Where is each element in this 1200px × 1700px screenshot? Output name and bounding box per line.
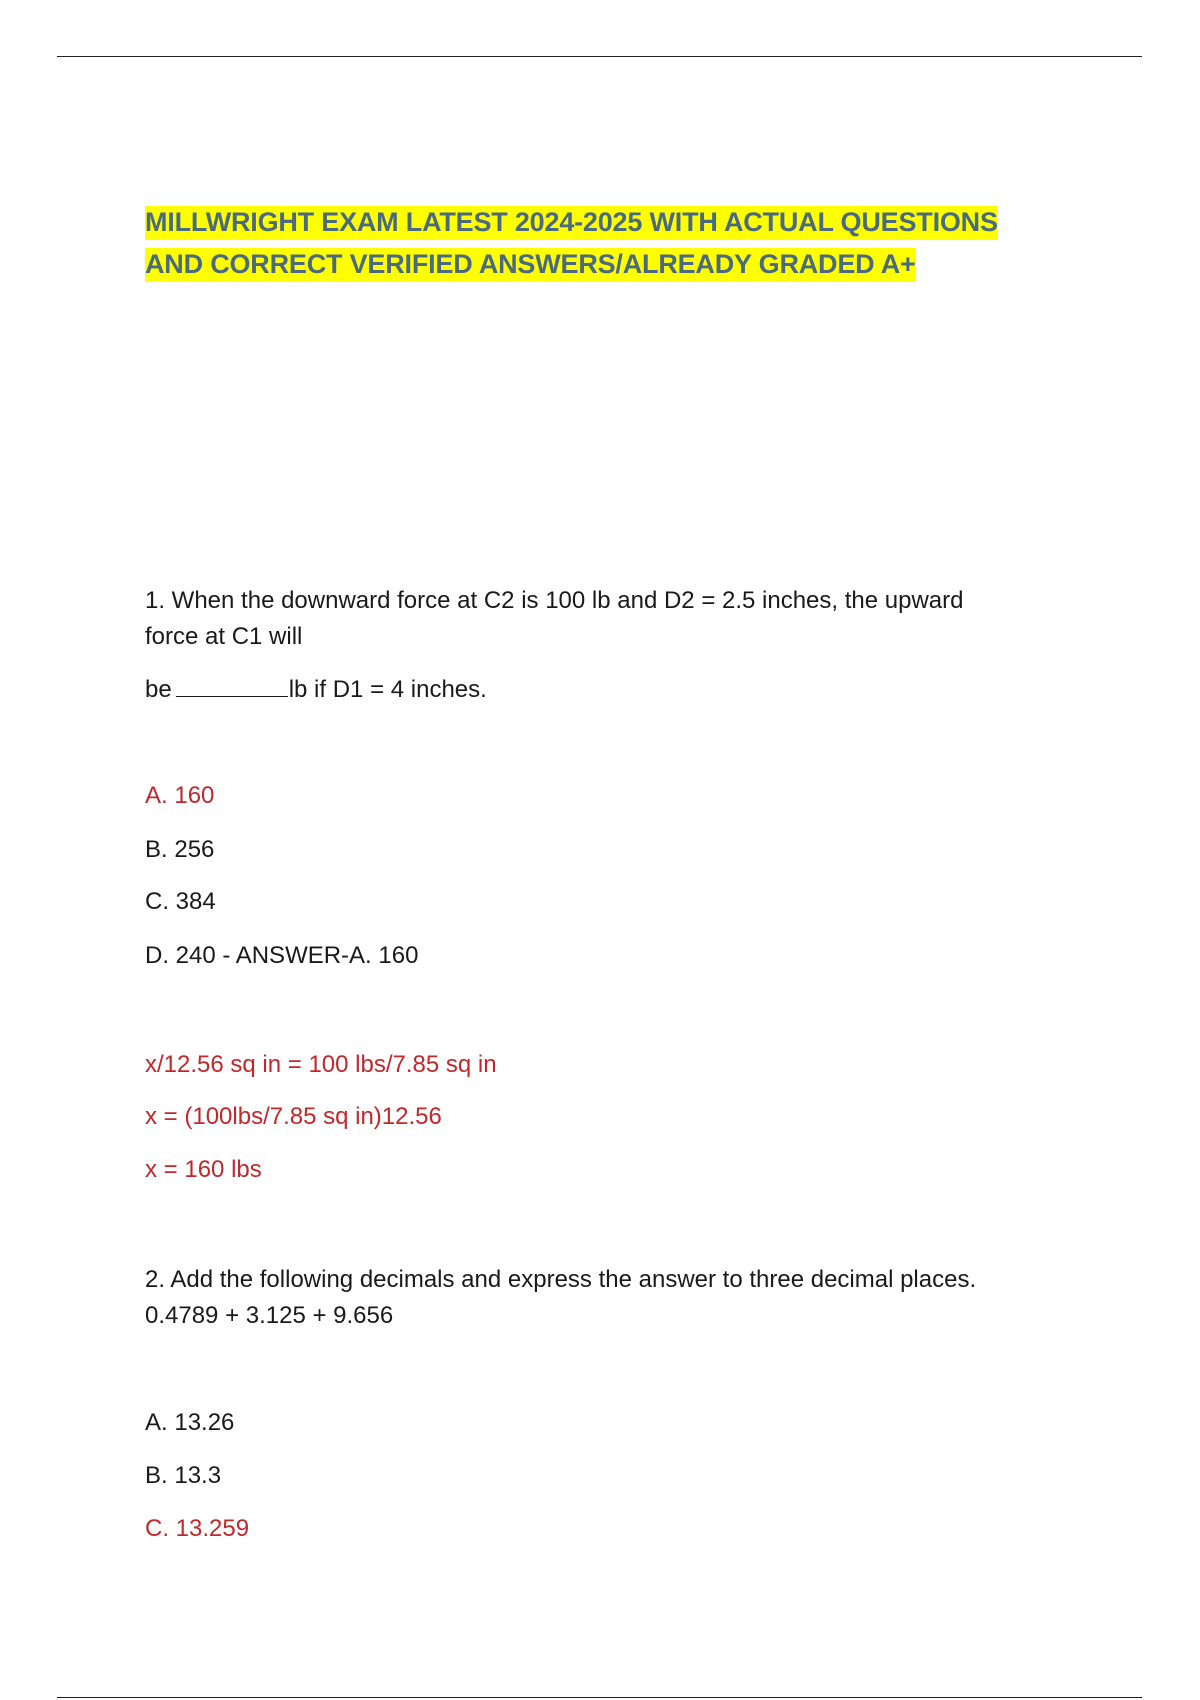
- question-1-work-line-1: x/12.56 sq in = 100 lbs/7.85 sq in: [145, 1051, 497, 1078]
- top-rule: [57, 56, 1142, 57]
- question-1-work-line-3: x = 160 lbs: [145, 1156, 262, 1183]
- question-1-line-1: 1. When the downward force at C2 is 100 lb and D2 = 2.5 inches, the upward: [145, 587, 964, 614]
- bottom-rule: [57, 1697, 1142, 1698]
- title-line-1: MILLWRIGHT EXAM LATEST 2024-2025 WITH ACTUAL QUESTIONS: [145, 206, 998, 240]
- title-line-2: AND CORRECT VERIFIED ANSWERS/ALREADY GRADED A+: [145, 248, 916, 282]
- document-title: [145, 201, 1045, 285]
- question-1-line-3: [145, 672, 487, 708]
- question-1-option-d: D. 240 - ANSWER-A. 160: [145, 942, 419, 969]
- question-1-line-3-pre: be: [145, 676, 172, 703]
- question-2-line-2: 0.4789 + 3.125 + 9.656: [145, 1302, 394, 1329]
- question-2-option-b: B. 13.3: [145, 1462, 222, 1489]
- question-1-option-b: B. 256: [145, 836, 215, 863]
- question-2-option-c: C. 13.259: [145, 1515, 250, 1542]
- question-1-option-c: C. 384: [145, 888, 216, 915]
- question-2-line-1: 2. Add the following decimals and express the answer to three decimal places.: [145, 1266, 977, 1293]
- question-1-option-a: A. 160: [145, 782, 215, 809]
- question-1-line-3-post: lb if D1 = 4 inches.: [288, 676, 487, 703]
- question-2-option-a: A. 13.26: [145, 1409, 235, 1436]
- question-1-line-2: force at C1 will: [145, 623, 303, 650]
- answer-blank: [176, 676, 288, 697]
- question-1-work-line-2: x = (100lbs/7.85 sq in)12.56: [145, 1103, 442, 1130]
